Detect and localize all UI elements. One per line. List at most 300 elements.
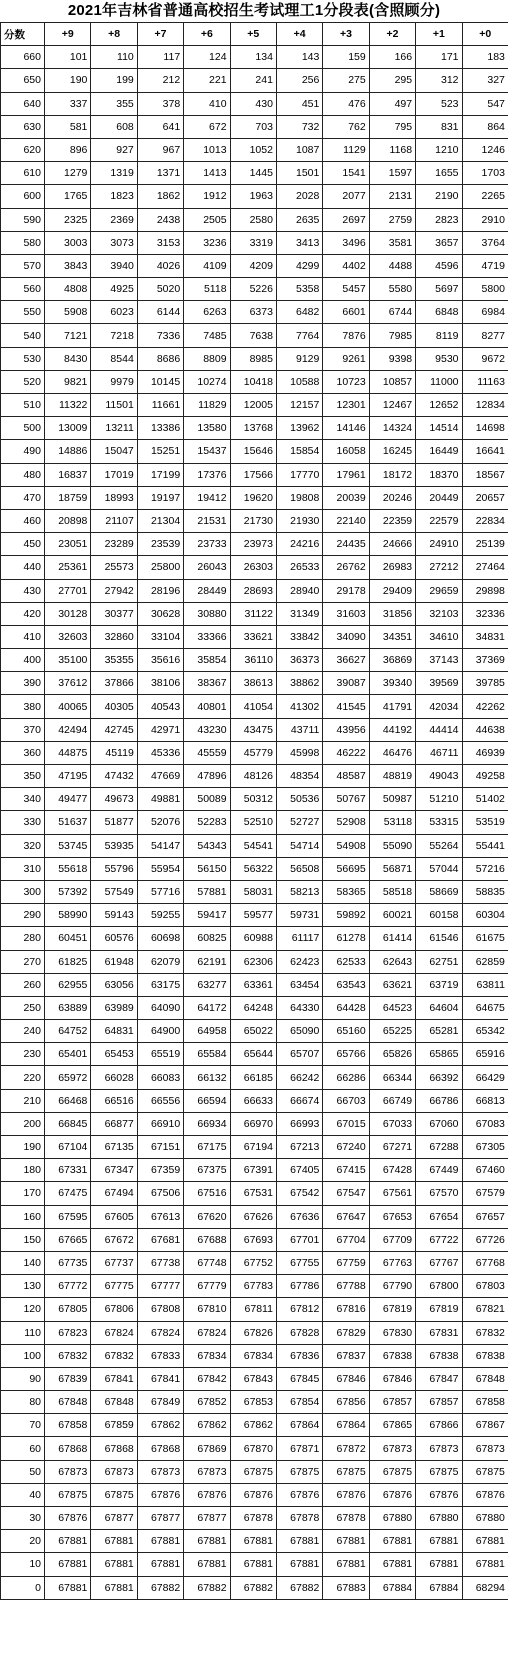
cumulative-count-cell: 703 [230, 115, 276, 138]
cumulative-count-cell: 67881 [462, 1530, 508, 1553]
cumulative-count-cell: 67875 [45, 1483, 91, 1506]
cumulative-count-cell: 4719 [462, 254, 508, 277]
cumulative-count-cell: 67870 [230, 1437, 276, 1460]
table-row [1, 394, 508, 417]
cumulative-count-cell: 61414 [369, 927, 415, 950]
cumulative-count-cell: 67868 [45, 1437, 91, 1460]
cumulative-count-cell: 64958 [184, 1020, 230, 1043]
score-cell: 470 [1, 486, 45, 509]
cumulative-count-cell: 63811 [462, 973, 508, 996]
cumulative-count-cell: 12005 [230, 394, 276, 417]
table-row [1, 672, 508, 695]
cumulative-count-cell: 2697 [323, 208, 369, 231]
cumulative-count-cell: 63621 [369, 973, 415, 996]
cumulative-count-cell: 55796 [91, 857, 137, 880]
cumulative-count-cell: 35100 [45, 649, 91, 672]
cumulative-count-cell: 3764 [462, 231, 508, 254]
score-cell: 530 [1, 347, 45, 370]
cumulative-count-cell: 53935 [91, 834, 137, 857]
score-cell: 110 [1, 1321, 45, 1344]
cumulative-count-cell: 67848 [91, 1391, 137, 1414]
cumulative-count-cell: 58213 [276, 880, 322, 903]
cumulative-count-cell: 67842 [184, 1367, 230, 1390]
cumulative-count-cell: 1912 [184, 185, 230, 208]
cumulative-count-cell: 1445 [230, 162, 276, 185]
cumulative-count-cell: 50089 [184, 788, 230, 811]
cumulative-count-cell: 13211 [91, 417, 137, 440]
table-row [1, 162, 508, 185]
cumulative-count-cell: 58031 [230, 880, 276, 903]
table-row [1, 1043, 508, 1066]
cumulative-count-cell: 23733 [184, 533, 230, 556]
cumulative-count-cell: 61278 [323, 927, 369, 950]
score-cell: 310 [1, 857, 45, 880]
cumulative-count-cell: 199 [91, 69, 137, 92]
cumulative-count-cell: 67881 [416, 1553, 462, 1576]
cumulative-count-cell: 60304 [462, 904, 508, 927]
cumulative-count-cell: 36627 [323, 649, 369, 672]
cumulative-count-cell: 64428 [323, 996, 369, 1019]
cumulative-count-cell: 34351 [369, 625, 415, 648]
cumulative-count-cell: 66993 [276, 1112, 322, 1135]
cumulative-count-cell: 67862 [230, 1414, 276, 1437]
cumulative-count-cell: 58518 [369, 880, 415, 903]
column-header-offset: +3 [323, 23, 369, 46]
cumulative-count-cell: 5020 [137, 278, 183, 301]
cumulative-count-cell: 67605 [91, 1205, 137, 1228]
cumulative-count-cell: 31603 [323, 602, 369, 625]
cumulative-count-cell: 29409 [369, 579, 415, 602]
table-row [1, 1159, 508, 1182]
cumulative-count-cell: 64330 [276, 996, 322, 1019]
cumulative-count-cell: 67846 [369, 1367, 415, 1390]
cumulative-count-cell: 60988 [230, 927, 276, 950]
cumulative-count-cell: 2438 [137, 208, 183, 231]
cumulative-count-cell: 2190 [416, 185, 462, 208]
cumulative-count-cell: 43956 [323, 718, 369, 741]
cumulative-count-cell: 59892 [323, 904, 369, 927]
cumulative-count-cell: 378 [137, 92, 183, 115]
cumulative-count-cell: 33621 [230, 625, 276, 648]
cumulative-count-cell: 11661 [137, 394, 183, 417]
cumulative-count-cell: 67876 [184, 1483, 230, 1506]
cumulative-count-cell: 67877 [137, 1507, 183, 1530]
cumulative-count-cell: 67868 [137, 1437, 183, 1460]
cumulative-count-cell: 67838 [369, 1344, 415, 1367]
cumulative-count-cell: 26533 [276, 556, 322, 579]
cumulative-count-cell: 67881 [276, 1530, 322, 1553]
cumulative-count-cell: 6744 [369, 301, 415, 324]
table-row [1, 1483, 508, 1506]
cumulative-count-cell: 28693 [230, 579, 276, 602]
cumulative-count-cell: 641 [137, 115, 183, 138]
cumulative-count-cell: 1129 [323, 138, 369, 161]
cumulative-count-cell: 12834 [462, 394, 508, 417]
cumulative-count-cell: 67880 [462, 1507, 508, 1530]
cumulative-count-cell: 51877 [91, 811, 137, 834]
cumulative-count-cell: 410 [184, 92, 230, 115]
cumulative-count-cell: 49881 [137, 788, 183, 811]
cumulative-count-cell: 67881 [137, 1553, 183, 1576]
cumulative-count-cell: 55441 [462, 834, 508, 857]
cumulative-count-cell: 3581 [369, 231, 415, 254]
score-cell: 560 [1, 278, 45, 301]
cumulative-count-cell: 66934 [184, 1112, 230, 1135]
cumulative-count-cell: 50987 [369, 788, 415, 811]
cumulative-count-cell: 64248 [230, 996, 276, 1019]
cumulative-count-cell: 2028 [276, 185, 322, 208]
cumulative-count-cell: 9672 [462, 347, 508, 370]
cumulative-count-cell: 51402 [462, 788, 508, 811]
table-row [1, 788, 508, 811]
cumulative-count-cell: 38367 [184, 672, 230, 695]
cumulative-count-cell: 143 [276, 46, 322, 69]
cumulative-count-cell: 47896 [184, 765, 230, 788]
cumulative-count-cell: 57044 [416, 857, 462, 880]
cumulative-count-cell: 67737 [91, 1251, 137, 1274]
cumulative-count-cell: 13009 [45, 417, 91, 440]
cumulative-count-cell: 22140 [323, 509, 369, 532]
cumulative-count-cell: 67768 [462, 1251, 508, 1274]
table-row [1, 463, 508, 486]
table-row [1, 278, 508, 301]
cumulative-count-cell: 67665 [45, 1228, 91, 1251]
score-cell: 580 [1, 231, 45, 254]
cumulative-count-cell: 55954 [137, 857, 183, 880]
cumulative-count-cell: 17019 [91, 463, 137, 486]
score-cell: 350 [1, 765, 45, 788]
cumulative-count-cell: 2131 [369, 185, 415, 208]
cumulative-count-cell: 9129 [276, 347, 322, 370]
cumulative-count-cell: 26303 [230, 556, 276, 579]
cumulative-count-cell: 67709 [369, 1228, 415, 1251]
cumulative-count-cell: 3940 [91, 254, 137, 277]
cumulative-count-cell: 117 [137, 46, 183, 69]
cumulative-count-cell: 65865 [416, 1043, 462, 1066]
cumulative-count-cell: 36869 [369, 649, 415, 672]
cumulative-count-cell: 67862 [137, 1414, 183, 1437]
cumulative-count-cell: 21730 [230, 509, 276, 532]
cumulative-count-cell: 10857 [369, 370, 415, 393]
table-row [1, 1321, 508, 1344]
cumulative-count-cell: 67841 [91, 1367, 137, 1390]
cumulative-count-cell: 45779 [230, 741, 276, 764]
cumulative-count-cell: 37369 [462, 649, 508, 672]
score-cell: 20 [1, 1530, 45, 1553]
cumulative-count-cell: 67772 [45, 1275, 91, 1298]
cumulative-count-cell: 62423 [276, 950, 322, 973]
cumulative-count-cell: 67475 [45, 1182, 91, 1205]
cumulative-count-cell: 476 [323, 92, 369, 115]
cumulative-count-cell: 45559 [184, 741, 230, 764]
cumulative-count-cell: 3153 [137, 231, 183, 254]
cumulative-count-cell: 49258 [462, 765, 508, 788]
cumulative-count-cell: 13768 [230, 417, 276, 440]
cumulative-count-cell: 14324 [369, 417, 415, 440]
cumulative-count-cell: 66594 [184, 1089, 230, 1112]
cumulative-count-cell: 23539 [137, 533, 183, 556]
cumulative-count-cell: 275 [323, 69, 369, 92]
cumulative-count-cell: 63543 [323, 973, 369, 996]
table-row [1, 347, 508, 370]
cumulative-count-cell: 28940 [276, 579, 322, 602]
score-cell: 660 [1, 46, 45, 69]
cumulative-count-cell: 59417 [184, 904, 230, 927]
cumulative-count-cell: 41302 [276, 695, 322, 718]
cumulative-count-cell: 497 [369, 92, 415, 115]
score-cell: 130 [1, 1275, 45, 1298]
cumulative-count-cell: 16641 [462, 440, 508, 463]
cumulative-count-cell: 67824 [184, 1321, 230, 1344]
cumulative-count-cell: 67653 [369, 1205, 415, 1228]
cumulative-count-cell: 63361 [230, 973, 276, 996]
cumulative-count-cell: 67033 [369, 1112, 415, 1135]
cumulative-count-cell: 27701 [45, 579, 91, 602]
cumulative-count-cell: 523 [416, 92, 462, 115]
cumulative-count-cell: 16245 [369, 440, 415, 463]
cumulative-count-cell: 57216 [462, 857, 508, 880]
cumulative-count-cell: 65022 [230, 1020, 276, 1043]
cumulative-count-cell: 1052 [230, 138, 276, 161]
cumulative-count-cell: 39087 [323, 672, 369, 695]
cumulative-count-cell: 67015 [323, 1112, 369, 1135]
cumulative-count-cell: 5697 [416, 278, 462, 301]
cumulative-count-cell: 41545 [323, 695, 369, 718]
cumulative-count-cell: 67846 [323, 1367, 369, 1390]
cumulative-count-cell: 67832 [45, 1344, 91, 1367]
cumulative-count-cell: 2369 [91, 208, 137, 231]
cumulative-count-cell: 13386 [137, 417, 183, 440]
cumulative-count-cell: 1210 [416, 138, 462, 161]
score-cell: 590 [1, 208, 45, 231]
cumulative-count-cell: 795 [369, 115, 415, 138]
cumulative-count-cell: 67873 [462, 1437, 508, 1460]
cumulative-count-cell: 9398 [369, 347, 415, 370]
cumulative-count-cell: 67060 [416, 1112, 462, 1135]
table-row [1, 1182, 508, 1205]
table-row [1, 857, 508, 880]
cumulative-count-cell: 63454 [276, 973, 322, 996]
table-row [1, 1576, 508, 1599]
cumulative-count-cell: 65281 [416, 1020, 462, 1043]
cumulative-count-cell: 337 [45, 92, 91, 115]
cumulative-count-cell: 67883 [323, 1576, 369, 1599]
cumulative-count-cell: 8119 [416, 324, 462, 347]
cumulative-count-cell: 67800 [416, 1275, 462, 1298]
table-row [1, 1530, 508, 1553]
cumulative-count-cell: 67613 [137, 1205, 183, 1228]
cumulative-count-cell: 41791 [369, 695, 415, 718]
cumulative-count-cell: 39785 [462, 672, 508, 695]
cumulative-count-cell: 67876 [323, 1483, 369, 1506]
cumulative-count-cell: 67849 [137, 1391, 183, 1414]
cumulative-count-cell: 61948 [91, 950, 137, 973]
score-cell: 100 [1, 1344, 45, 1367]
cumulative-count-cell: 59577 [230, 904, 276, 927]
cumulative-count-cell: 32336 [462, 602, 508, 625]
cumulative-count-cell: 3319 [230, 231, 276, 254]
score-cell: 70 [1, 1414, 45, 1437]
cumulative-count-cell: 67375 [184, 1159, 230, 1182]
cumulative-count-cell: 67823 [45, 1321, 91, 1344]
table-row [1, 880, 508, 903]
cumulative-count-cell: 32103 [416, 602, 462, 625]
cumulative-count-cell: 67873 [137, 1460, 183, 1483]
score-cell: 230 [1, 1043, 45, 1066]
cumulative-count-cell: 67570 [416, 1182, 462, 1205]
cumulative-count-cell: 67873 [184, 1460, 230, 1483]
cumulative-count-cell: 7336 [137, 324, 183, 347]
cumulative-count-cell: 967 [137, 138, 183, 161]
table-row [1, 440, 508, 463]
score-cell: 140 [1, 1251, 45, 1274]
cumulative-count-cell: 53519 [462, 811, 508, 834]
cumulative-count-cell: 67880 [369, 1507, 415, 1530]
cumulative-count-cell: 1597 [369, 162, 415, 185]
cumulative-count-cell: 67857 [416, 1391, 462, 1414]
cumulative-count-cell: 6984 [462, 301, 508, 324]
cumulative-count-cell: 14886 [45, 440, 91, 463]
cumulative-count-cell: 1765 [45, 185, 91, 208]
cumulative-count-cell: 48354 [276, 765, 322, 788]
table-row [1, 1460, 508, 1483]
cumulative-count-cell: 12157 [276, 394, 322, 417]
cumulative-count-cell: 7876 [323, 324, 369, 347]
column-header-offset: +0 [462, 23, 508, 46]
cumulative-count-cell: 44192 [369, 718, 415, 741]
cumulative-count-cell: 67859 [91, 1414, 137, 1437]
cumulative-count-cell: 15047 [91, 440, 137, 463]
cumulative-count-cell: 3413 [276, 231, 322, 254]
cumulative-count-cell: 67516 [184, 1182, 230, 1205]
cumulative-count-cell: 40543 [137, 695, 183, 718]
cumulative-count-cell: 20449 [416, 486, 462, 509]
cumulative-count-cell: 4402 [323, 254, 369, 277]
cumulative-count-cell: 30377 [91, 602, 137, 625]
cumulative-count-cell: 7638 [230, 324, 276, 347]
cumulative-count-cell: 67828 [276, 1321, 322, 1344]
cumulative-count-cell: 66185 [230, 1066, 276, 1089]
cumulative-count-cell: 22359 [369, 509, 415, 532]
table-row [1, 533, 508, 556]
cumulative-count-cell: 3657 [416, 231, 462, 254]
cumulative-count-cell: 60451 [45, 927, 91, 950]
cumulative-count-cell: 53315 [416, 811, 462, 834]
cumulative-count-cell: 62859 [462, 950, 508, 973]
cumulative-count-cell: 56150 [184, 857, 230, 880]
table-row [1, 370, 508, 393]
cumulative-count-cell: 58669 [416, 880, 462, 903]
column-header-score: 分数 [1, 23, 45, 46]
cumulative-count-cell: 62306 [230, 950, 276, 973]
cumulative-count-cell: 66132 [184, 1066, 230, 1089]
cumulative-count-cell: 1862 [137, 185, 183, 208]
cumulative-count-cell: 67880 [416, 1507, 462, 1530]
cumulative-count-cell: 7985 [369, 324, 415, 347]
score-cell: 260 [1, 973, 45, 996]
cumulative-count-cell: 27942 [91, 579, 137, 602]
cumulative-count-cell: 66813 [462, 1089, 508, 1112]
cumulative-count-cell: 6848 [416, 301, 462, 324]
cumulative-count-cell: 12652 [416, 394, 462, 417]
cumulative-count-cell: 9530 [416, 347, 462, 370]
score-cell: 0 [1, 1576, 45, 1599]
cumulative-count-cell: 65401 [45, 1043, 91, 1066]
cumulative-count-cell: 14698 [462, 417, 508, 440]
cumulative-count-cell: 67881 [91, 1553, 137, 1576]
table-row [1, 950, 508, 973]
cumulative-count-cell: 11000 [416, 370, 462, 393]
cumulative-count-cell: 58835 [462, 880, 508, 903]
cumulative-count-cell: 5358 [276, 278, 322, 301]
table-row [1, 1298, 508, 1321]
cumulative-count-cell: 10274 [184, 370, 230, 393]
cumulative-count-cell: 4596 [416, 254, 462, 277]
cumulative-count-cell: 67853 [230, 1391, 276, 1414]
cumulative-count-cell: 66083 [137, 1066, 183, 1089]
cumulative-count-cell: 20039 [323, 486, 369, 509]
cumulative-count-cell: 48819 [369, 765, 415, 788]
cumulative-count-cell: 4209 [230, 254, 276, 277]
cumulative-count-cell: 2325 [45, 208, 91, 231]
cumulative-count-cell: 66877 [91, 1112, 137, 1135]
cumulative-count-cell: 67735 [45, 1251, 91, 1274]
table-row [1, 1020, 508, 1043]
cumulative-count-cell: 47432 [91, 765, 137, 788]
cumulative-count-cell: 22579 [416, 509, 462, 532]
cumulative-count-cell: 66749 [369, 1089, 415, 1112]
cumulative-count-cell: 43475 [230, 718, 276, 741]
cumulative-count-cell: 68294 [462, 1576, 508, 1599]
cumulative-count-cell: 25800 [137, 556, 183, 579]
cumulative-count-cell: 66845 [45, 1112, 91, 1135]
table-header-row [1, 23, 508, 46]
cumulative-count-cell: 9979 [91, 370, 137, 393]
cumulative-count-cell: 21304 [137, 509, 183, 532]
cumulative-count-cell: 67824 [91, 1321, 137, 1344]
cumulative-count-cell: 67839 [45, 1367, 91, 1390]
score-cell: 650 [1, 69, 45, 92]
cumulative-count-cell: 67843 [230, 1367, 276, 1390]
cumulative-count-cell: 20657 [462, 486, 508, 509]
cumulative-count-cell: 19412 [184, 486, 230, 509]
cumulative-count-cell: 45998 [276, 741, 322, 764]
cumulative-count-cell: 66028 [91, 1066, 137, 1089]
cumulative-count-cell: 17770 [276, 463, 322, 486]
cumulative-count-cell: 67738 [137, 1251, 183, 1274]
cumulative-count-cell: 5800 [462, 278, 508, 301]
cumulative-count-cell: 11322 [45, 394, 91, 417]
cumulative-count-cell: 16449 [416, 440, 462, 463]
cumulative-count-cell: 67869 [184, 1437, 230, 1460]
cumulative-count-cell: 4109 [184, 254, 230, 277]
cumulative-count-cell: 20898 [45, 509, 91, 532]
cumulative-count-cell: 59143 [91, 904, 137, 927]
cumulative-count-cell: 67832 [91, 1344, 137, 1367]
cumulative-count-cell: 67542 [276, 1182, 322, 1205]
score-cell: 550 [1, 301, 45, 324]
cumulative-count-cell: 62955 [45, 973, 91, 996]
cumulative-count-cell: 31122 [230, 602, 276, 625]
cumulative-count-cell: 17961 [323, 463, 369, 486]
column-header-offset: +7 [137, 23, 183, 46]
cumulative-count-cell: 67428 [369, 1159, 415, 1182]
score-cell: 500 [1, 417, 45, 440]
score-cell: 420 [1, 602, 45, 625]
cumulative-count-cell: 46222 [323, 741, 369, 764]
cumulative-count-cell: 6373 [230, 301, 276, 324]
table-row [1, 92, 508, 115]
